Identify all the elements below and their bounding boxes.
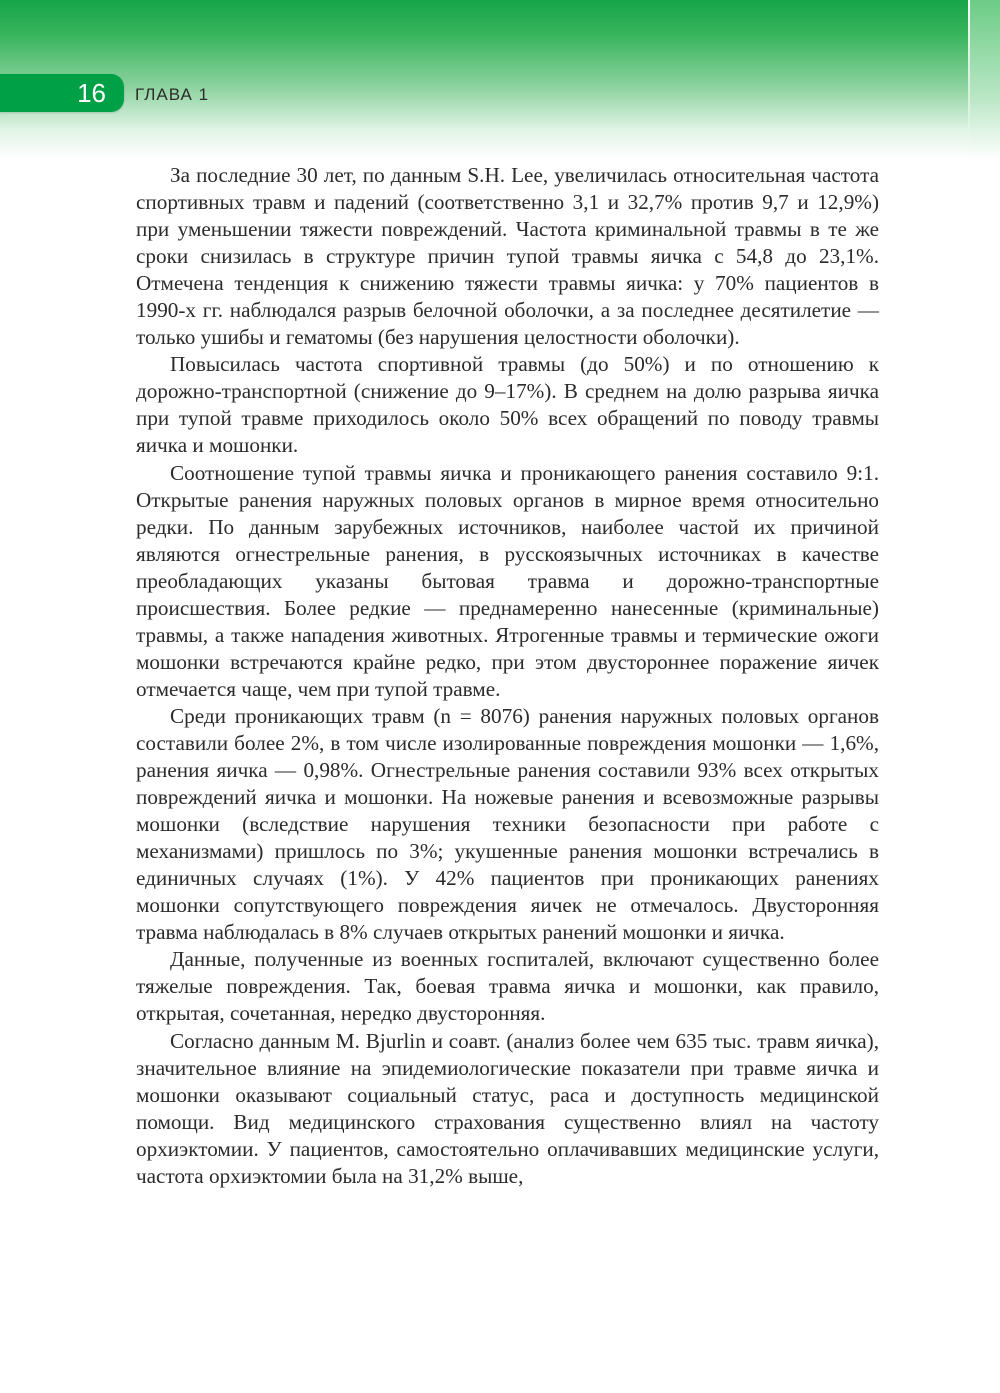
decorative-stripe <box>968 0 1000 160</box>
body-text <box>136 162 879 1190</box>
header-band <box>0 0 1000 160</box>
paragraph: Данные, полученные из военных госпиталей, включают существенно более тяжелые повреждения. Так, боевая травма яичка и мошонки, как правило, открытая, сочетанная, нередко двусторонняя. <box>136 947 879 1026</box>
paragraph: За последние 30 лет, по данным S.H. Lee, увеличилась относительная частота спортивных травм и падений (соответственно 3,1 и 32,7% против 9,7 и 12,9%) при уменьшении тяжести повреждений. Частота криминальной травмы в те же сроки снизилась в структуре причин тупой травмы яичка с 54,8 до 23,1%. Отмечена тенденция к снижению тяжести травмы яичка: у 70% пациентов в 1990-х гг. наблюдался разрыв белочной оболочки, а за последнее десятилетие — только ушибы и гематомы (без нарушения целостности оболочки). <box>136 163 879 350</box>
page-number: 16 <box>77 78 106 108</box>
decorative-stripe-line <box>968 0 970 150</box>
paragraph: Согласно данным M. Bjurlin и соавт. (анализ более чем 635 тыс. травм яичка), значительное влияние на эпидемиологические показатели при травме яичка и мошонки оказывают социальный статус, раса и доступность медицинской помощи. Вид медицинского страхования существенно влиял на частоту орхиэктомии. У пациентов, самостоятельно оплачивавших медицинские услуги, частота орхиэктомии была на 31,2% выше, <box>136 1028 879 1188</box>
paragraph: Среди проникающих травм (n = 8076) ранения наружных половых органов составили более 2%, в том числе изолированные повреждения мошонки — 1,6%, ранения яичка — 0,98%. Огнестрельные ранения составили 93% всех открытых повреждений яичка и мошонки. На ножевые ранения и всевозможные разрывы мошонки (вследствие нарушения техники безопасности при работе с механизмами) пришлось по 3%; укушенные ранения мошонки встречались в единичных случаях (1%). У 42% пациентов при проникающих ранениях мошонки сопутствующего повреждения яичек не отмечалось. Двусторонняя травма наблюдалась в 8% случаев открытых ранений мошонки и яичка. <box>136 703 879 945</box>
paragraph: Соотношение тупой травмы яичка и проникающего ранения составило 9:1. Открытые ранения наружных половых органов в мирное время относительно редки. По данным зарубежных источников, наиболее частой их причиной являются огнестрельные ранения, в русскоязычных источниках в качестве преобладающих указаны бытовая травма и дорожно-транспортные происшествия. Более редкие — преднамеренно нанесенные (криминальные) травмы, а также нападения животных. Ятрогенные травмы и термические ожоги мошонки встречаются крайне редко, при этом двустороннее поражение яичек отмечается чаще, чем при тупой травме. <box>136 460 879 701</box>
paragraph: Повысилась частота спортивной травмы (до 50%) и по отношению к дорожно-транспортной (снижение до 9–17%). В среднем на долю разрыва яичка при тупой травме приходилось около 50% всех обращений по поводу травмы яичка и мошонки. <box>136 352 879 458</box>
chapter-title: ГЛАВА 1 <box>135 85 210 104</box>
